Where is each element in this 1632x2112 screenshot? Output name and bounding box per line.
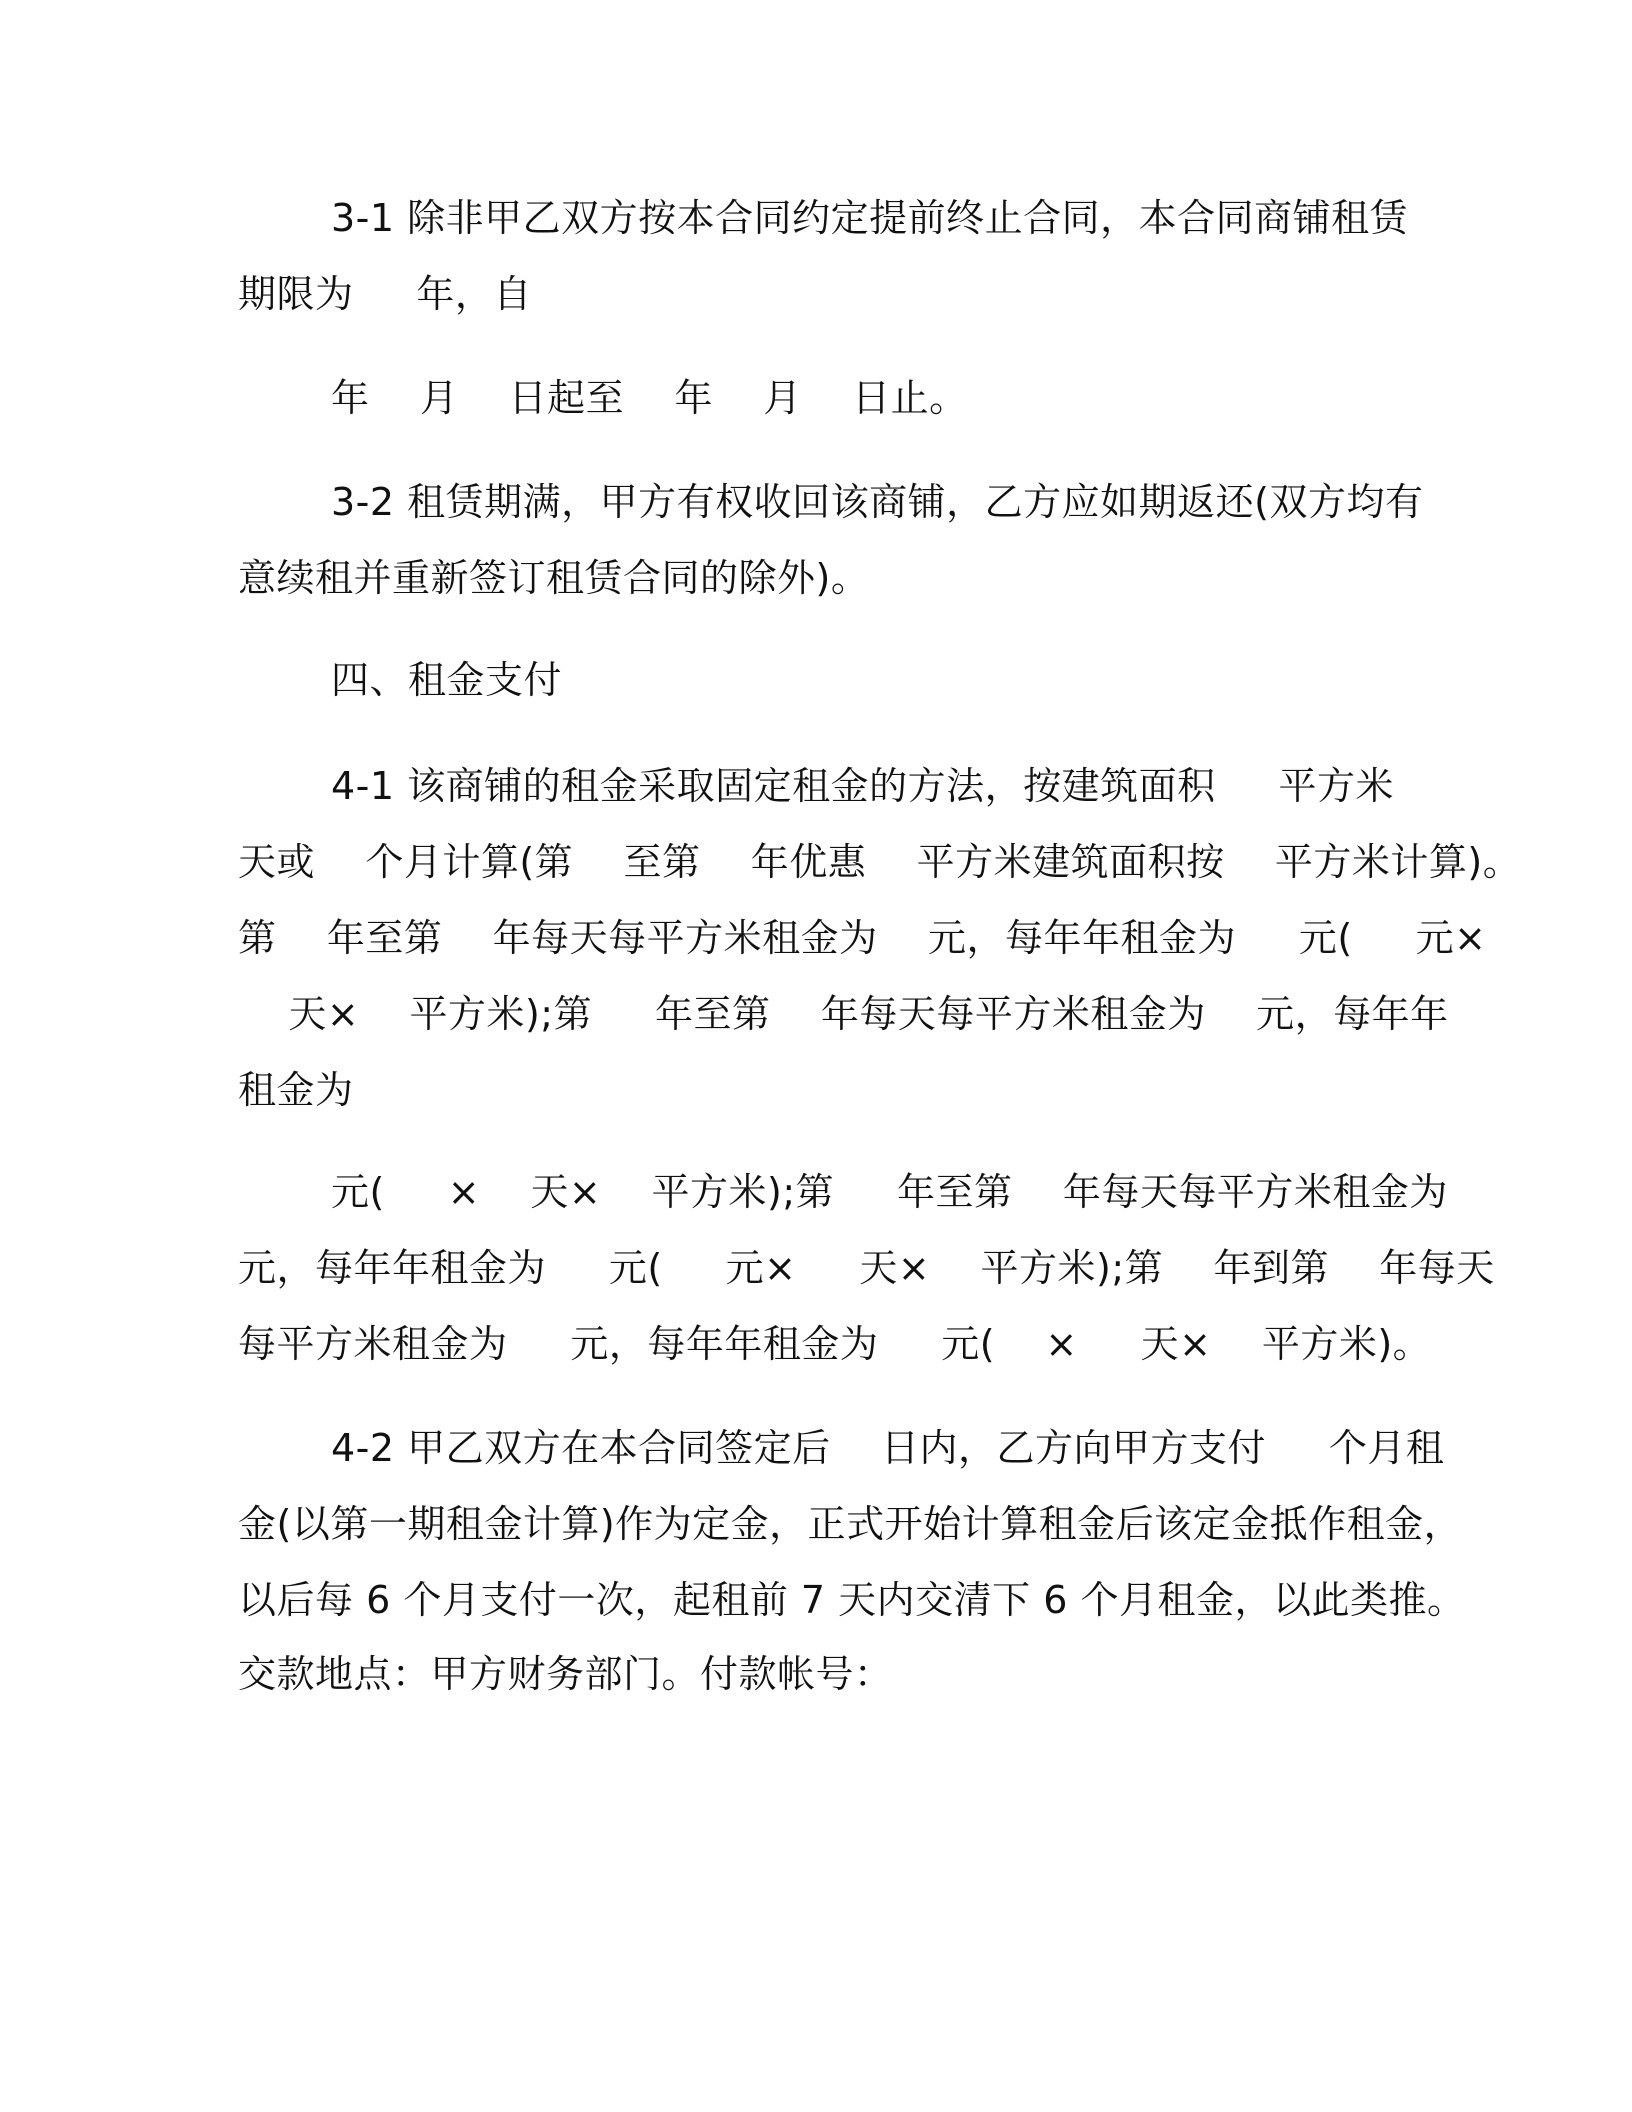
clause-4-1-line-8: 每平方米租金为 元，每年年租金为 元( × 天× 平方米)。 (238, 1322, 1432, 1366)
clause-3-1-line-3: 年 月 日起至 年 月 日止。 (331, 376, 968, 420)
clause-4-1-line-2: 天或 个月计算(第 至第 年优惠 平方米建筑面积按 平方米计算)。 (238, 840, 1522, 884)
clause-4-2-line-1: 4-2 甲乙双方在本合同签定后 日内，乙方向甲方支付 个月租 (331, 1426, 1445, 1470)
clause-4-1-line-7: 元，每年年租金为 元( 元× 天× 平方米);第 年到第 年每天 (238, 1246, 1495, 1290)
clause-4-2-line-2: 金(以第一期租金计算)作为定金，正式开始计算租金后该定金抵作租金， (238, 1502, 1463, 1546)
clause-3-1-line-2: 期限为 年，自 (238, 272, 532, 316)
section-4-heading: 四、租金支付 (331, 658, 563, 702)
clause-4-2-line-3: 以后每 6 个月支付一次，起租前 7 天内交清下 6 个月租金，以此类推。 (238, 1578, 1466, 1622)
clause-3-2-line-1: 3-2 租赁期满，甲方有权收回该商铺，乙方应如期返还(双方均有 (331, 480, 1424, 524)
clause-4-1-line-3: 第 年至第 年每天每平方米租金为 元，每年年租金为 元( 元× (238, 916, 1487, 960)
clause-3-2-line-2: 意续租并重新签订租赁合同的除外)。 (238, 556, 870, 600)
clause-4-1-line-6: 元( × 天× 平方米);第 年至第 年每天每平方米租金为 (331, 1170, 1448, 1214)
clause-3-1-line-1: 3-1 除非甲乙双方按本合同约定提前终止合同，本合同商铺租赁 (331, 196, 1409, 240)
clause-4-1-line-5: 租金为 (238, 1068, 354, 1112)
clause-4-1-line-4: 天× 平方米);第 年至第 年每天每平方米租金为 元，每年年 (238, 992, 1449, 1036)
clause-4-2-line-4: 交款地点：甲方财务部门。付款帐号： (238, 1652, 893, 1696)
clause-4-1-line-1: 4-1 该商铺的租金采取固定租金的方法，按建筑面积 平方米 (331, 764, 1395, 808)
